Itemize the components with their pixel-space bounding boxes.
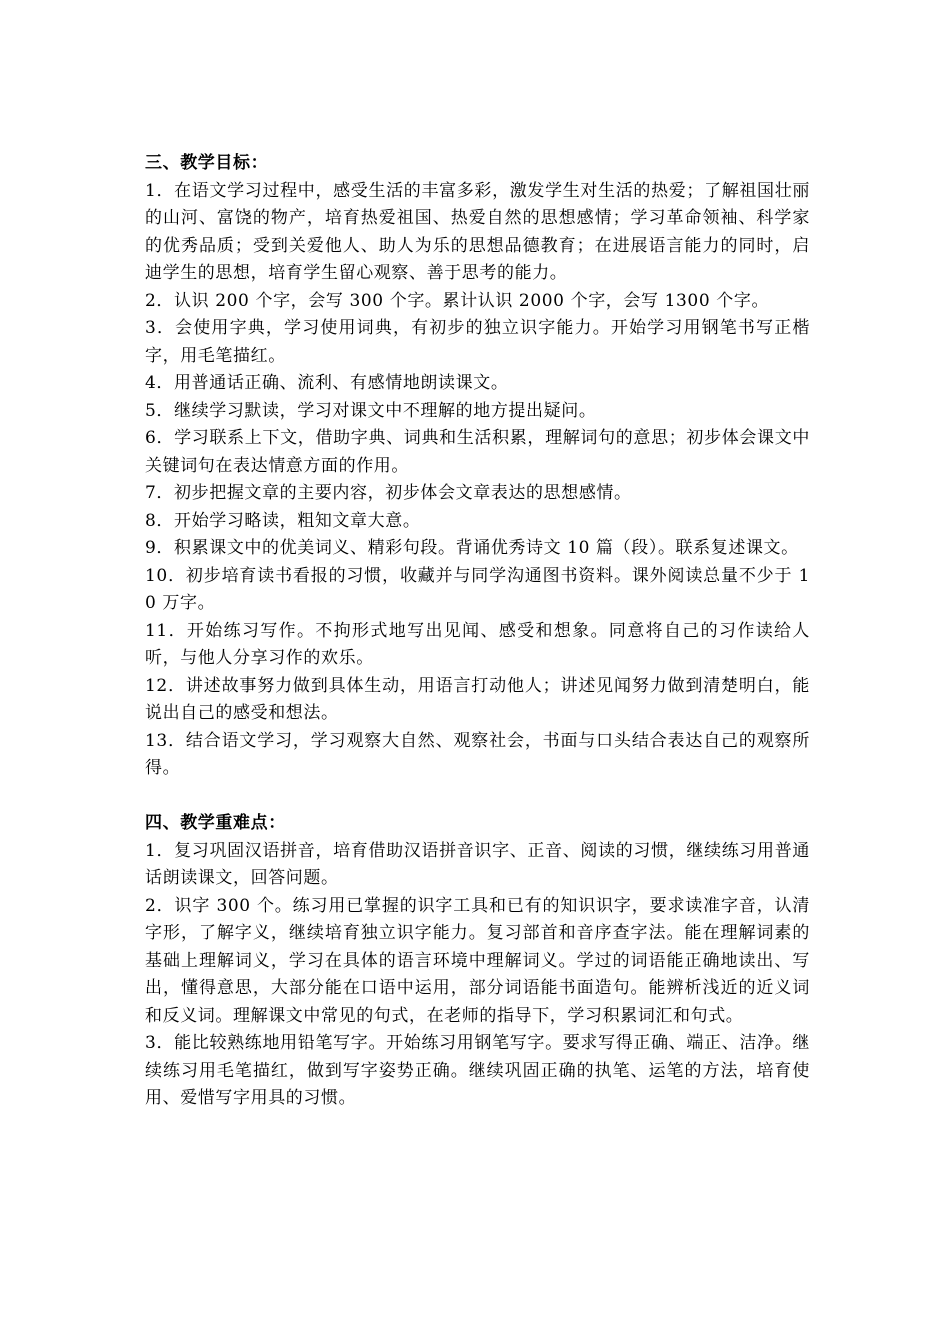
section-heading-key-points: 四、教学重难点： (145, 813, 286, 833)
goal-item-6: 6．学习联系上下文，借助字典、词典和生活积累，理解词句的意思；初步体会课文中关键词句在表达情意方面的作用。 (145, 428, 810, 476)
goal-item-9: 9．积累课文中的优美词义、精彩句段。背诵优秀诗文 10 篇（段）。联系复述课文。 (145, 538, 799, 558)
section-heading-teaching-goals: 三、教学目标： (145, 153, 269, 173)
goal-item-10: 10．初步培育读书看报的习惯，收藏并与同学沟通图书资料。课外阅读总量不少于 10 万字。 (145, 565, 810, 613)
goal-item-12: 12．讲述故事努力做到具体生动，用语言打动他人；讲述见闻努力做到清楚明白，能说出自己的感受和想法。 (145, 675, 810, 723)
document-body (145, 150, 810, 1113)
key-point-item-1: 1．复习巩固汉语拼音，培育借助汉语拼音识字、正音、阅读的习惯，继续练习用普通话朗读课文，回答问题。 (145, 840, 810, 888)
goal-item-11: 11．开始练习写作。不拘形式地写出见闻、感受和想象。同意将自己的习作读给人听，与他人分享习作的欢乐。 (145, 620, 810, 668)
goal-item-7: 7．初步把握文章的主要内容，初步体会文章表达的思想感情。 (145, 483, 632, 503)
goal-item-2: 2．认识 200 个字，会写 300 个字。累计认识 2000 个字，会写 1300 个字。 (145, 290, 770, 311)
teaching-goals-list (145, 178, 810, 783)
section-spacer (145, 783, 810, 811)
key-point-item-2: 2．识字 300 个。练习用已掌握的识字工具和已有的知识识字，要求读准字音，认清字形，了解字义，继续培育独立识字能力。复习部首和音序查字法。能在理解词素的基础上理解词义，学习在具体的语言环境中理解词义。学过的词语能正确地读出、写出，懂得意思，大部分能在口语中运用，部分词语能书面造句。能辨析浅近的近义词和反义词。理解课文中常见的句式，在老师的指导下，学习积累词汇和句式。 (145, 895, 810, 1026)
goal-item-1: 1．在语文学习过程中，感受生活的丰富多彩，激发学生对生活的热爱；了解祖国壮丽的山河、富饶的物产，培育热爱祖国、热爱自然的思想感情；学习革命领袖、科学家的优秀品质；受到关爱他人、助人为乐的思想品德教育；在进展语言能力的同时，启迪学生的思想，培育学生留心观察、善于思考的能力。 (145, 180, 810, 283)
key-points-list (145, 838, 810, 1113)
goal-item-13: 13．结合语文学习，学习观察大自然、观察社会，书面与口头结合表达自己的观察所得。 (145, 730, 810, 778)
goal-item-8: 8．开始学习略读，粗知文章大意。 (145, 510, 421, 531)
key-point-item-3: 3．能比较熟练地用铅笔写字。开始练习用钢笔写字。要求写得正确、端正、洁净。继续练习用毛笔描红，做到写字姿势正确。继续巩固正确的执笔、运笔的方法，培育使用、爱惜写字用具的习惯。 (145, 1033, 810, 1108)
goal-item-4: 4．用普通话正确、流利、有感情地朗读课文。 (145, 373, 509, 393)
goal-item-3: 3．会使用字典，学习使用词典，有初步的独立识字能力。开始学习用钢笔书写正楷字，用毛笔描红。 (145, 318, 810, 366)
goal-item-5: 5．继续学习默读，学习对课文中不理解的地方提出疑问。 (145, 400, 597, 421)
